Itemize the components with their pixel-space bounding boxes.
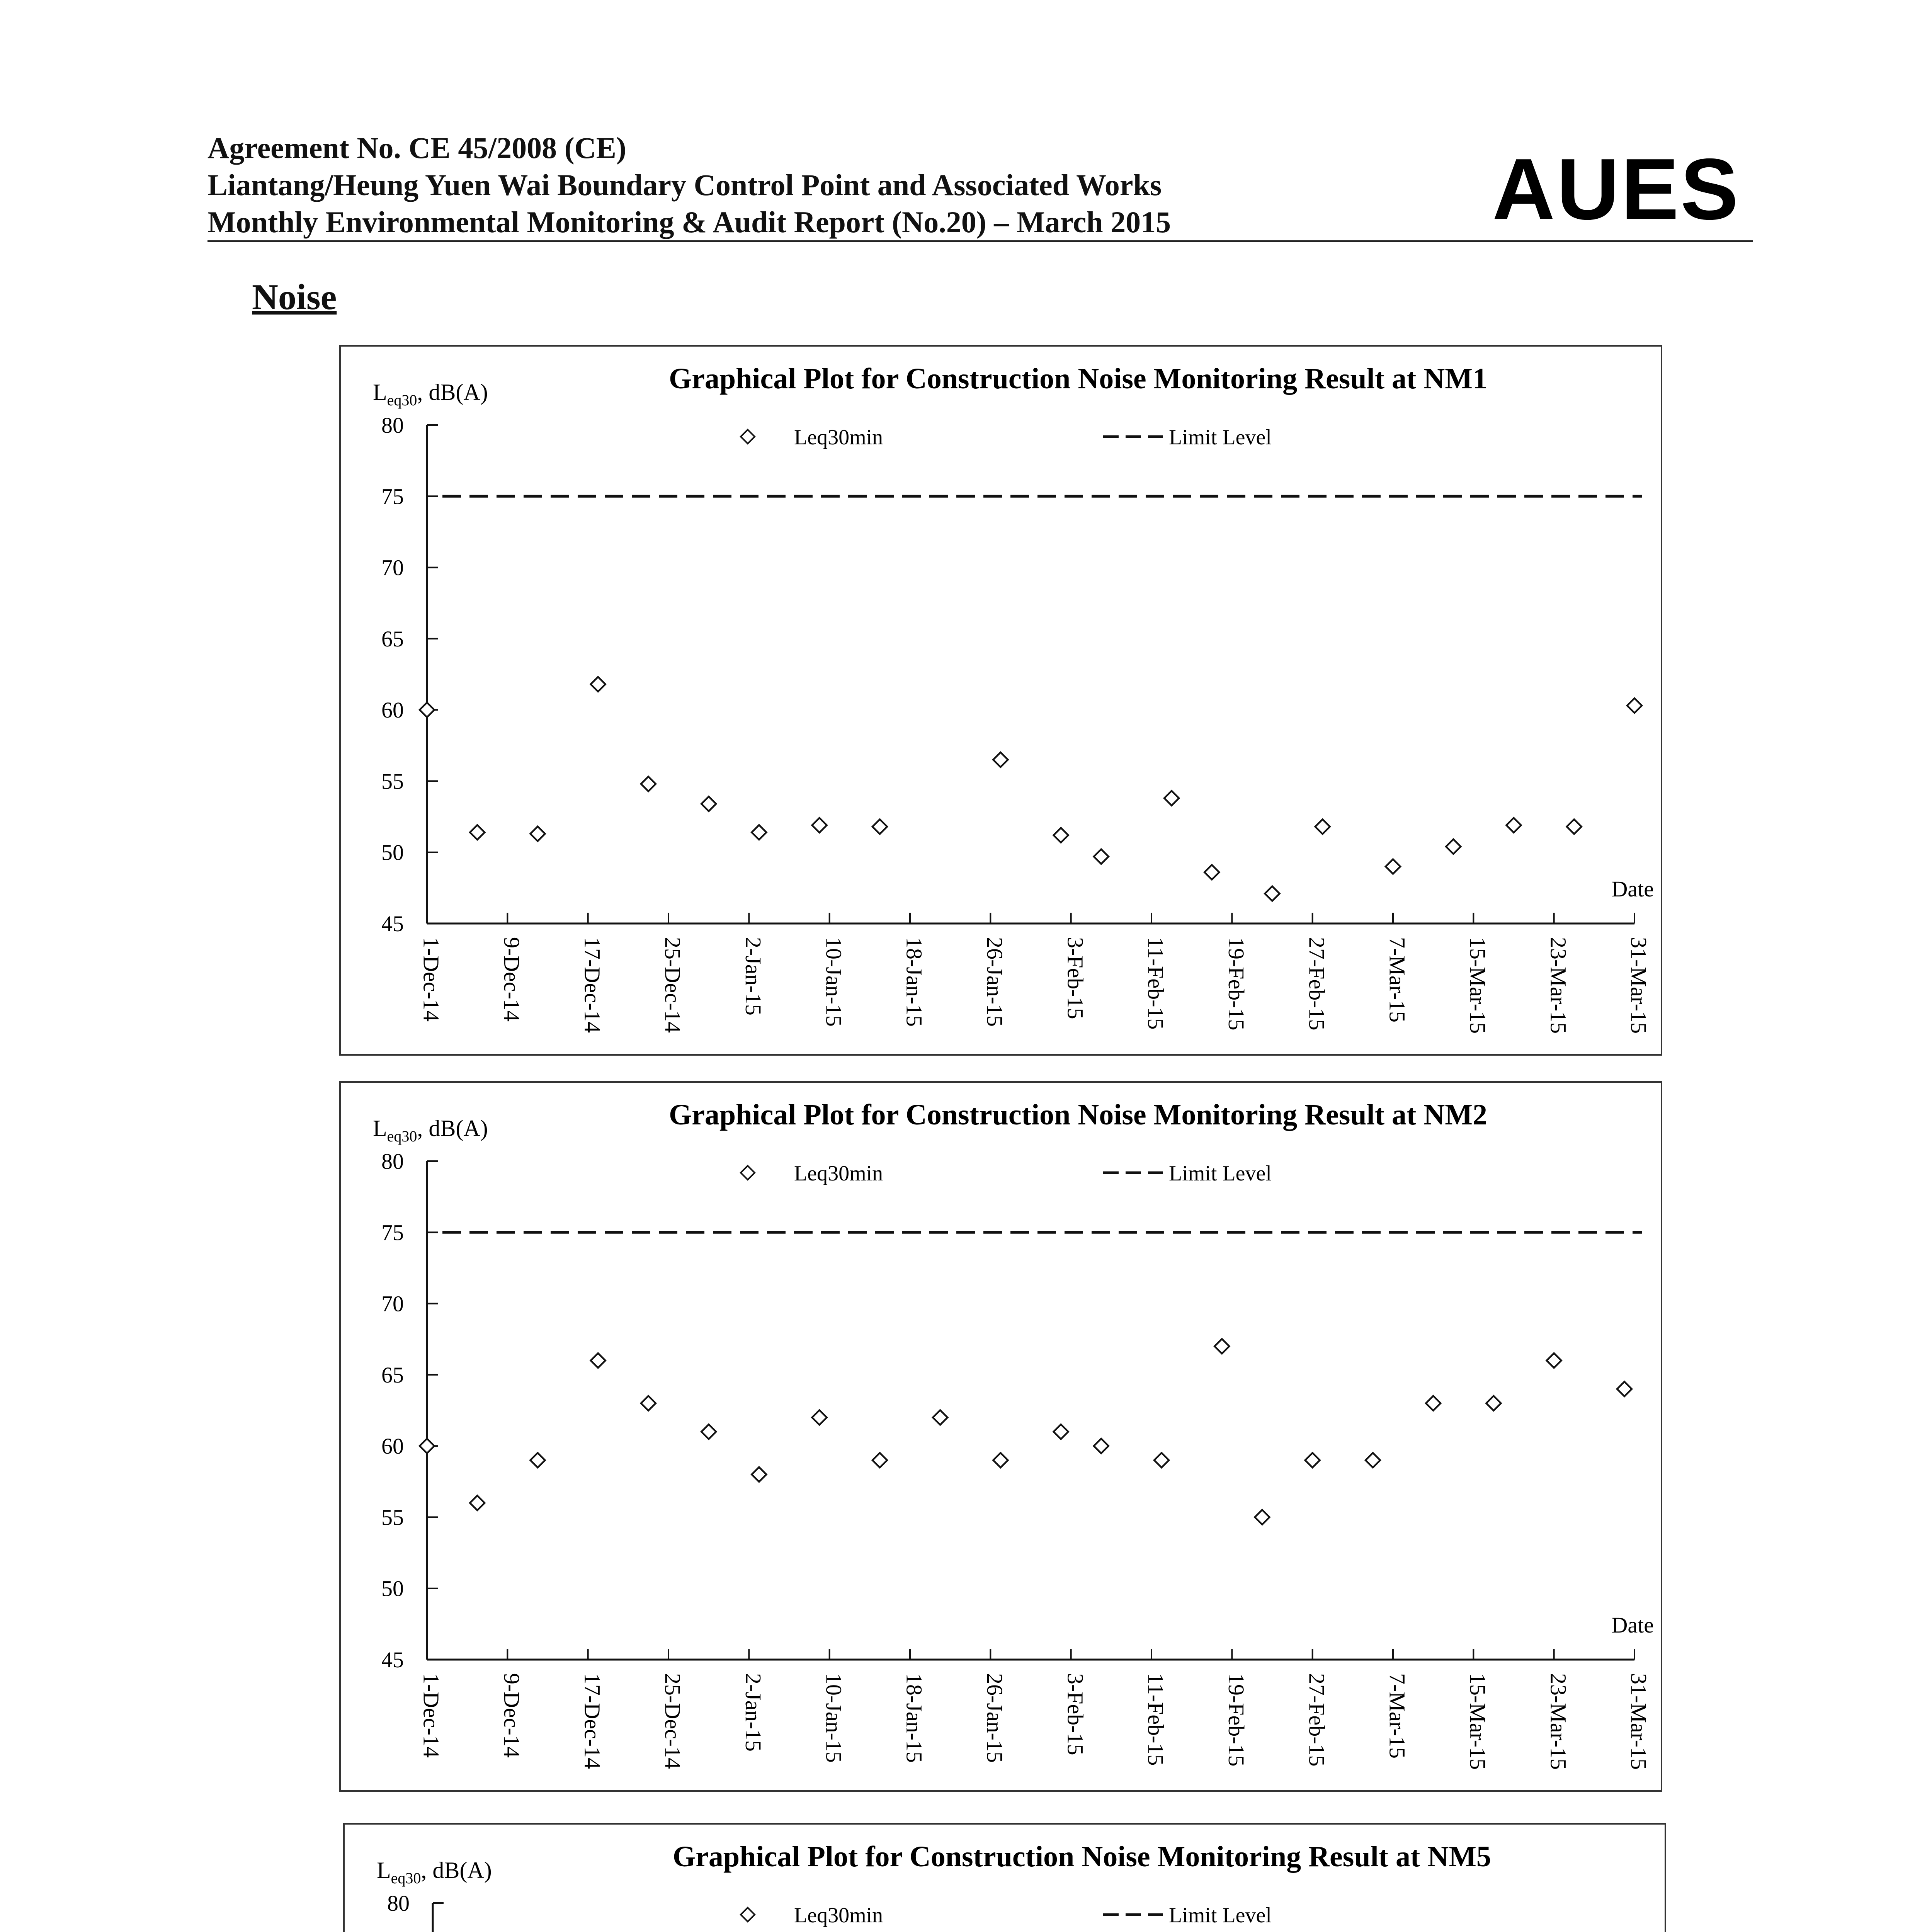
y-tick-label: 80: [381, 413, 404, 438]
y-tick-label: 55: [381, 1505, 404, 1530]
data-point: [1547, 1353, 1561, 1368]
chart-title: Graphical Plot for Construction Noise Monitoring Result at NM5: [673, 1840, 1491, 1873]
data-point: [530, 1453, 545, 1468]
x-tick-label: 7-Mar-15: [1384, 937, 1410, 1023]
x-tick-label: 10-Jan-15: [821, 937, 847, 1027]
data-point: [591, 677, 605, 692]
legend-marker-icon: [741, 1908, 755, 1922]
data-point: [420, 702, 434, 717]
report-title: Monthly Environmental Monitoring & Audit Report (No.20) – March 2015: [207, 205, 1171, 239]
data-point: [1567, 819, 1582, 834]
x-tick-label: 15-Mar-15: [1465, 1673, 1491, 1770]
data-point: [641, 1396, 656, 1411]
x-tick-label: 23-Mar-15: [1546, 1673, 1571, 1770]
legend-label-limit: Limit Level: [1169, 1162, 1272, 1185]
data-point: [1164, 791, 1179, 806]
chart-nm1: [340, 346, 1662, 1055]
data-point: [1305, 1453, 1320, 1468]
data-point: [1446, 839, 1461, 854]
legend-label-leq: Leq30min: [794, 425, 883, 449]
legend-marker-icon: [741, 1166, 755, 1180]
x-tick-label: 27-Feb-15: [1304, 1673, 1330, 1767]
data-point: [993, 1453, 1008, 1468]
data-point: [752, 825, 766, 840]
data-point: [1255, 1510, 1269, 1524]
y-tick-label: 55: [381, 769, 404, 794]
data-point: [470, 825, 485, 840]
y-axis-label: $L_{eq30}$, dB(A): [377, 1857, 492, 1887]
x-tick-label: 18-Jan-15: [901, 937, 927, 1027]
x-tick-label: 26-Jan-15: [982, 937, 1008, 1027]
y-tick-label: 75: [381, 1220, 404, 1245]
data-point: [752, 1467, 766, 1482]
x-tick-label: 19-Feb-15: [1224, 1673, 1249, 1767]
data-point: [993, 752, 1008, 767]
x-tick-label: 9-Dec-14: [499, 1673, 525, 1758]
data-point: [1054, 828, 1068, 842]
data-point: [1486, 1396, 1501, 1411]
data-point: [1315, 819, 1330, 834]
agreement-number: Agreement No. CE 45/2008 (CE): [207, 131, 626, 165]
y-tick-label: 50: [381, 840, 404, 865]
x-tick-label: 19-Feb-15: [1224, 937, 1249, 1031]
data-point: [420, 1439, 434, 1453]
chart-nm2: [340, 1082, 1662, 1791]
data-point: [591, 1353, 605, 1368]
data-point: [1214, 1339, 1229, 1354]
y-tick-label: 75: [381, 484, 404, 509]
y-tick-label: 45: [381, 911, 404, 936]
y-tick-label: 70: [381, 1291, 404, 1316]
data-point: [701, 796, 716, 811]
x-tick-label: 18-Jan-15: [901, 1673, 927, 1763]
data-point: [1094, 849, 1109, 864]
x-tick-label: 10-Jan-15: [821, 1673, 847, 1763]
x-tick-label: 11-Feb-15: [1143, 1673, 1168, 1766]
data-point: [872, 1453, 887, 1468]
data-point: [1094, 1439, 1109, 1453]
y-tick-label: 60: [381, 697, 404, 723]
x-tick-label: 31-Mar-15: [1626, 937, 1651, 1034]
data-point: [812, 1410, 827, 1425]
chart-title: Graphical Plot for Construction Noise Monitoring Result at NM2: [669, 1099, 1487, 1131]
x-tick-label: 31-Mar-15: [1626, 1673, 1651, 1770]
data-point: [1617, 1382, 1632, 1396]
x-tick-label: 1-Dec-14: [418, 1673, 444, 1758]
y-tick-label: 80: [381, 1149, 404, 1174]
data-point: [470, 1496, 485, 1510]
data-point: [701, 1424, 716, 1439]
y-tick-label: 65: [381, 1362, 404, 1388]
x-tick-label: 27-Feb-15: [1304, 937, 1330, 1031]
aues-logo: AUES: [1492, 140, 1740, 238]
x-tick-label: 2-Jan-15: [741, 937, 766, 1015]
project-name: Liantang/Heung Yuen Wai Boundary Control Point and Associated Works: [207, 168, 1162, 202]
x-tick-label: 11-Feb-15: [1143, 937, 1168, 1030]
data-point: [1627, 698, 1642, 713]
x-tick-label: 3-Feb-15: [1063, 937, 1088, 1019]
x-tick-label: 9-Dec-14: [499, 937, 525, 1022]
chart-nm5: [344, 1824, 1665, 1932]
data-point: [1386, 859, 1400, 874]
data-point: [530, 827, 545, 841]
data-point: [1154, 1453, 1169, 1468]
chart-frame: [344, 1824, 1665, 1932]
y-tick-label: 60: [381, 1434, 404, 1459]
x-tick-label: 17-Dec-14: [580, 1673, 605, 1769]
x-tick-label: 25-Dec-14: [660, 1673, 685, 1769]
data-point: [1054, 1424, 1068, 1439]
data-point: [1507, 818, 1521, 833]
x-axis-label: Date: [1611, 1612, 1654, 1638]
data-point: [933, 1410, 947, 1425]
x-tick-label: 26-Jan-15: [982, 1673, 1008, 1763]
x-tick-label: 1-Dec-14: [418, 937, 444, 1022]
y-tick-label: 65: [381, 626, 404, 651]
x-tick-label: 3-Feb-15: [1063, 1673, 1088, 1755]
x-tick-label: 17-Dec-14: [580, 937, 605, 1033]
x-tick-label: 7-Mar-15: [1384, 1673, 1410, 1759]
legend-label-limit: Limit Level: [1169, 425, 1272, 449]
chart-title: Graphical Plot for Construction Noise Monitoring Result at NM1: [669, 362, 1487, 395]
x-tick-label: 15-Mar-15: [1465, 937, 1491, 1034]
data-point: [1366, 1453, 1380, 1468]
y-axis-label: $L_{eq30}$, dB(A): [373, 1116, 488, 1145]
y-tick-label: 80: [387, 1891, 410, 1916]
data-point: [872, 819, 887, 834]
x-axis-label: Date: [1611, 876, 1654, 901]
data-point: [641, 777, 656, 791]
data-point: [812, 818, 827, 833]
y-tick-label: 70: [381, 555, 404, 580]
data-point: [1204, 865, 1219, 879]
y-tick-label: 50: [381, 1576, 404, 1601]
section-title: Noise: [252, 277, 337, 317]
data-point: [1265, 886, 1280, 901]
x-tick-label: 25-Dec-14: [660, 937, 685, 1033]
y-axis-label: $L_{eq30}$, dB(A): [373, 379, 488, 409]
legend-label-leq: Leq30min: [794, 1162, 883, 1185]
x-tick-label: 23-Mar-15: [1546, 937, 1571, 1034]
legend-marker-icon: [741, 430, 755, 444]
legend-label-limit: Limit Level: [1169, 1903, 1272, 1927]
x-tick-label: 2-Jan-15: [741, 1673, 766, 1752]
y-tick-label: 45: [381, 1647, 404, 1672]
data-point: [1426, 1396, 1441, 1411]
legend-label-leq: Leq30min: [794, 1903, 883, 1927]
